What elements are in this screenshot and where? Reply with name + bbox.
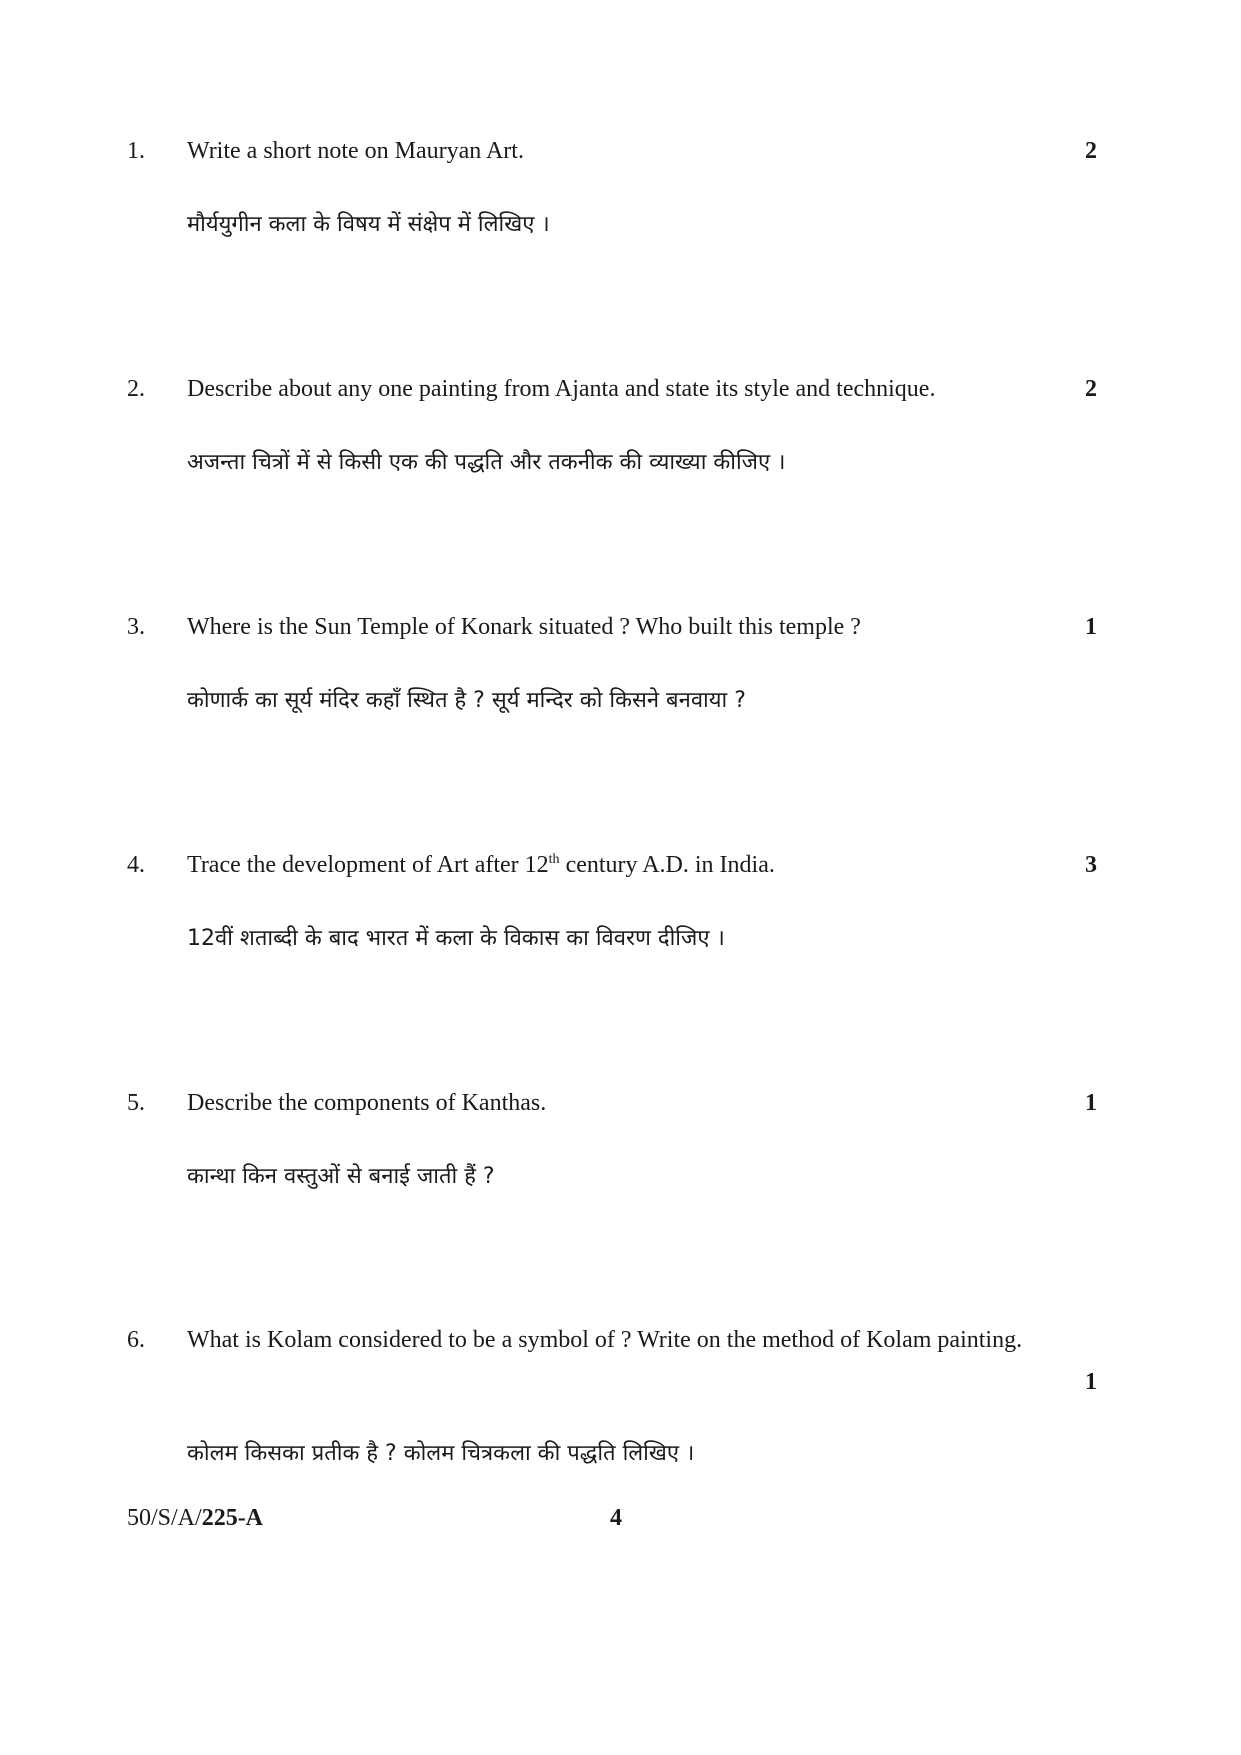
question-text-hindi: कान्था किन वस्तुओं से बनाई जाती हैं ? xyxy=(187,1164,495,1189)
question-text-hindi: अजन्ता चित्रों में से किसी एक की पद्धति और तकनीक की व्याख्या कीजिए । xyxy=(187,450,786,475)
question-text-hindi: कोणार्क का सूर्य मंदिर कहाँ स्थित है ? सूर्य मन्दिर को किसने बनवाया ? xyxy=(187,688,746,713)
question-text-hindi: मौर्ययुगीन कला के विषय में संक्षेप में लिखिए । xyxy=(187,212,550,237)
question-marks: 1 xyxy=(1085,614,1097,640)
question-text-english xyxy=(187,844,1057,886)
question-number: 2. xyxy=(127,376,145,402)
question-text-english: Describe the components of Kanthas. xyxy=(187,1090,547,1116)
question-number: 6. xyxy=(127,1327,145,1353)
question-number: 1. xyxy=(127,138,145,164)
page-number: 4 xyxy=(610,1505,622,1531)
question-marks: 3 xyxy=(1085,852,1097,878)
question-marks: 2 xyxy=(1085,376,1097,402)
ordinal-superscript: th xyxy=(548,852,560,867)
question-text-english: Where is the Sun Temple of Konark situated ? Who built this temple ? xyxy=(187,614,861,640)
question-text-english: What is Kolam considered to be a symbol of ? Write on the method of Kolam painting. xyxy=(187,1327,1023,1353)
question-number: 5. xyxy=(127,1090,145,1116)
question-marks: 2 xyxy=(1085,138,1097,164)
question-marks: 1 xyxy=(1085,1369,1097,1395)
question-number: 3. xyxy=(127,614,145,640)
question-text-hindi: 12वीं शताब्दी के बाद भारत में कला के विकास का विवरण दीजिए । xyxy=(187,926,725,951)
paper-code-prefix: 50/S/A/ xyxy=(127,1505,202,1531)
question-text-part: century A.D. in India. xyxy=(559,852,775,878)
question-text-part: Trace the development of Art after 12 xyxy=(187,852,549,878)
question-number: 4. xyxy=(127,852,145,878)
question-text-english: Describe about any one painting from Ajanta and state its style and technique. xyxy=(187,376,936,402)
paper-code xyxy=(127,1503,263,1533)
question-text-english: Write a short note on Mauryan Art. xyxy=(187,138,524,164)
question-marks: 1 xyxy=(1085,1090,1097,1116)
question-text-hindi: कोलम किसका प्रतीक है ? कोलम चित्रकला की पद्धति लिखिए । xyxy=(187,1441,695,1466)
paper-code-number: 225-A xyxy=(201,1505,264,1531)
